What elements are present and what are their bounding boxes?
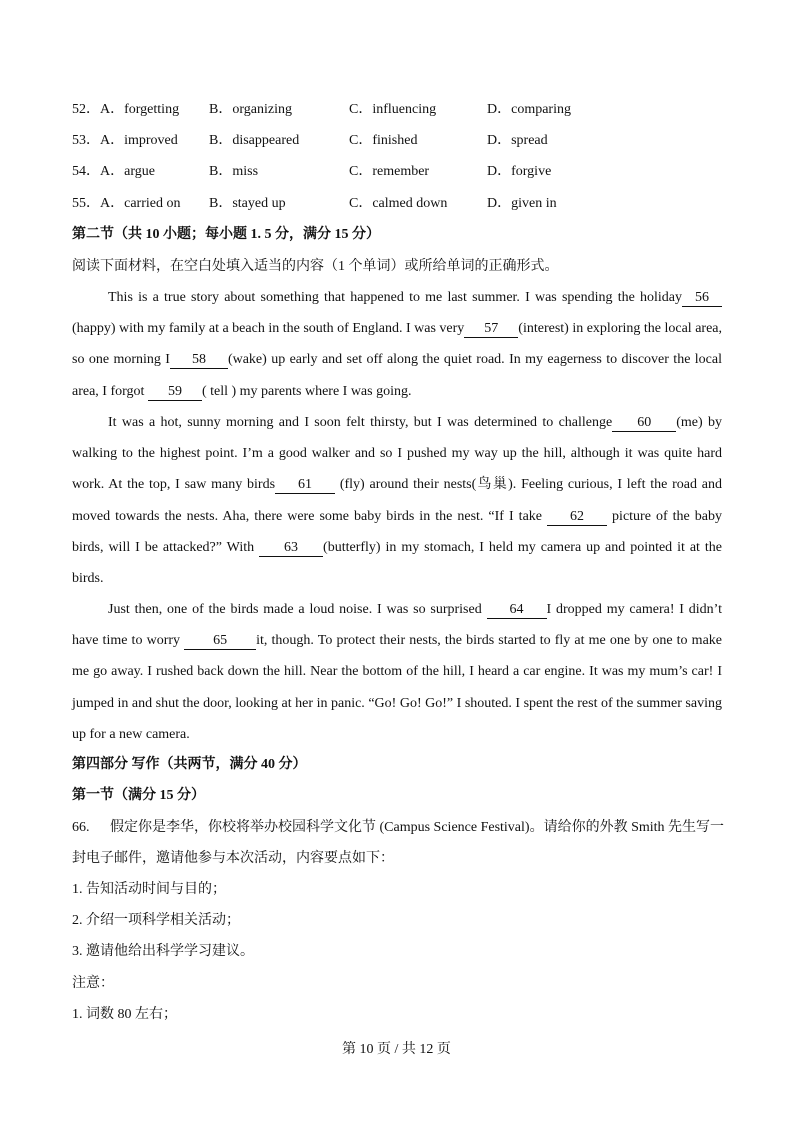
blank-60: 60 [612,415,676,432]
page-footer: 第 10 页 / 共 12 页 [342,1042,451,1057]
passage-text: It was a hot, sunny morning and I soon felt thirsty, but I was determined to challenge [108,415,613,430]
blank-59: 59 [148,384,202,401]
question-54-options [72,162,592,182]
option-b: B．miss [209,164,259,179]
passage-text: it, though. To protect their nests, the birds started to fly at me one by one to make me go away. I rushed back down the hill. Near the bottom of the hill, I heard a car engine. It was my mum’s car! I jumped in and shut the door, looking at her in panic. “Go! Go! Go!” I shouted. I spent the rest of the summer saving up for a new camera. [72,633,722,742]
option-a: A．improved [100,133,178,148]
passage-text: (wake) up early and set off along the quiet road. In my eagerness to discover the local area, I forgot [72,352,722,399]
content-point-1: 1. 告知活动时间与目的； [72,882,226,897]
passage-text: (butterfly) in my stomach, I held my camera up and pointed it at the birds. [72,539,722,587]
passage-text: picture of the baby birds, will I be attacked?” With [72,508,722,555]
option-a: A．carried on [100,196,181,211]
option-c: C．calmed down [349,196,448,211]
option-b: B．stayed up [209,196,286,211]
option-d: D．given in [487,196,557,211]
blank-57: 57 [464,321,518,338]
section-2-instruction: 阅读下面材料，在空白处填入适当的内容（1 个单词）或所给单词的正确形式。 [72,259,559,274]
blank-62: 62 [547,509,607,526]
blank-58: 58 [170,352,228,369]
note-item-1: 1. 词数 80 左右； [72,1007,177,1022]
blank-63: 63 [259,540,323,557]
option-b: B．organizing [209,102,292,117]
question-66-number: 66. [72,820,90,835]
blank-64: 64 [487,602,547,619]
passage-text: (me) by walking to the highest point. I’m a good walker and so I pushed my way up the hill, although it was quite hard work. At the top, I saw many birds [72,415,722,493]
question-66-text: 假定你是李华，你校将举办校园科学文化节 (Campus Science Festival)。请给你的外教 Smith 先生写一 [110,820,725,835]
passage-text: ( tell ) my parents where I was going. [201,383,412,399]
note-label: 注意： [72,976,114,991]
option-a: A．argue [100,164,155,179]
option-c: C．finished [349,133,418,148]
blank-65: 65 [184,633,256,650]
option-d: D．forgive [487,164,552,179]
option-c: C．influencing [349,102,437,117]
option-c: C．remember [349,164,430,179]
part-4-section-1-heading: 第一节（满分 15 分） [72,788,205,803]
question-number: 55． [72,196,100,211]
question-55-options [72,194,592,214]
passage-paragraph-2 [72,407,722,594]
question-number: 53． [72,133,100,148]
passage-text: This is a true story about something that happened to me last summer. I was spending the holiday [108,290,682,305]
passage-paragraph-1 [72,282,722,407]
passage-text: I dropped my camera! I didn’t have time to worry [72,602,722,649]
option-d: D．spread [487,133,548,148]
option-a: A．forgetting [100,102,180,117]
question-number: 54． [72,164,100,179]
option-b: B．disappeared [209,133,300,148]
passage-text: (interest) in exploring the local area, so one morning I [72,321,722,368]
part-4-heading: 第四部分 写作（共两节，满分 40 分） [72,757,307,772]
passage-text: Just then, one of the birds made a loud noise. I was so surprised [108,602,487,617]
content-point-2: 2. 介绍一项科学相关活动； [72,913,240,928]
passage-text: (happy) with my family at a beach in the south of England. I was very [72,321,465,337]
passage-text: (fly) around their nests(鸟巢). Feeling curious, I left the road and moved towards the nests. Aha, there were some baby birds in the nest. “If I take [72,477,723,524]
question-number: 52． [72,102,100,117]
passage-paragraph-3 [72,594,722,750]
blank-56: 56 [682,290,722,307]
blank-61: 61 [275,477,335,494]
section-2-heading: 第二节（共 10 小题；每小题 1. 5 分，满分 15 分） [72,227,380,242]
content-point-3: 3. 邀请他给出科学学习建议。 [72,944,254,959]
question-66-prompt [72,818,725,838]
question-52-options [72,100,592,120]
question-66-continued: 封电子邮件，邀请他参与本次活动，内容要点如下： [72,851,394,866]
option-d: D．comparing [487,102,571,117]
question-53-options [72,131,592,151]
